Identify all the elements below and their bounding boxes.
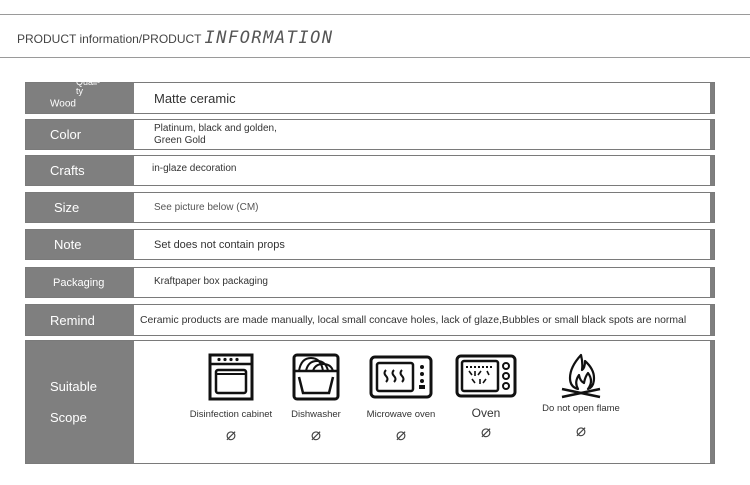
spec-value: Set does not contain props (154, 238, 285, 251)
spec-row-size (25, 192, 715, 223)
spec-row-scope (25, 340, 715, 464)
spec-row-color (25, 119, 715, 150)
spec-value: Ceramic products are made manually, local small concave holes, lack of glaze,Bubbles or small black spots are normal (140, 314, 687, 326)
spec-label: Color (26, 120, 134, 149)
dishwasher-icon (291, 353, 341, 401)
row-edge (710, 83, 714, 113)
not-suitable-symbol: ⌀ (575, 421, 587, 440)
row-edge (710, 193, 714, 222)
scope-icons (136, 341, 710, 463)
scope-item (441, 353, 531, 441)
spec-value (134, 120, 710, 149)
disinfection-cabinet-icon (208, 353, 254, 401)
open-flame-icon (558, 351, 604, 399)
scope-item-label: Dishwasher (291, 409, 341, 420)
spec-label (26, 77, 134, 113)
top-rule (0, 14, 750, 15)
quality-label-sup: Quali-ty (75, 77, 100, 97)
not-suitable-symbol: ⌀ (480, 422, 492, 441)
not-suitable-symbol: ⌀ (395, 425, 407, 444)
scope-label-line1: Suitable (50, 379, 97, 394)
spec-row-packaging (25, 267, 715, 298)
scope-item (271, 353, 361, 444)
spec-label: Note (26, 230, 134, 259)
spec-label: Crafts (26, 156, 134, 185)
spec-value: in-glaze decoration (152, 163, 237, 174)
quality-label (50, 77, 100, 110)
scope-item-label: Do not open flame (542, 403, 620, 414)
spec-label: Remind (26, 305, 134, 335)
scope-item-label: Microwave oven (366, 409, 436, 420)
section-header (17, 28, 334, 48)
scope-label-line2: Scope (50, 410, 87, 425)
spec-label: Size (26, 193, 134, 222)
header-bottom-rule (0, 57, 750, 58)
scope-item-label: Disinfection cabinet (189, 409, 273, 420)
oven-icon (455, 353, 517, 399)
row-edge (710, 305, 714, 335)
quality-label-main: Wood (50, 98, 76, 110)
row-edge (710, 120, 714, 149)
spec-value: Kraftpaper box packaging (154, 275, 268, 287)
scope-item (536, 351, 626, 440)
scope-item (356, 353, 446, 444)
header-prefix: PRODUCT information/PRODUCT (17, 32, 202, 46)
spec-row-remind (25, 304, 715, 336)
row-edge (710, 341, 714, 463)
spec-label (26, 341, 134, 463)
color-value: Platinum, black and golden, Green Gold (154, 122, 277, 146)
scope-item (186, 353, 276, 444)
microwave-icon (369, 353, 433, 401)
spec-row-note (25, 229, 715, 260)
row-edge (710, 268, 714, 297)
spec-row-crafts (25, 155, 715, 186)
scope-item-label: Oven (471, 406, 501, 420)
row-edge (710, 230, 714, 259)
row-edge (710, 156, 714, 185)
spec-label: Packaging (26, 268, 134, 297)
spec-row-quality (25, 77, 715, 114)
not-suitable-symbol: ⌀ (225, 425, 237, 444)
spec-value: See picture below (CM) (154, 202, 259, 213)
spec-value: Matte ceramic (154, 90, 236, 106)
not-suitable-symbol: ⌀ (310, 425, 322, 444)
header-title: INFORMATION (204, 28, 334, 48)
